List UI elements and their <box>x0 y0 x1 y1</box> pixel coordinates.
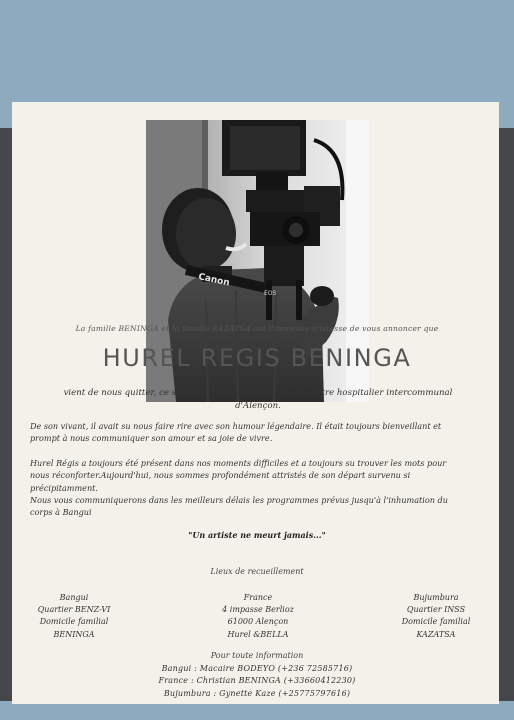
paragraph-line: prompt à nous communiquer son amour et sa joie de vivre. <box>30 433 273 444</box>
paragraph-line: Hurel Régis a toujours été présent dans nos moments difficiles et a toujours su trouver les mots pour <box>30 458 447 468</box>
passing-line-1: vient de nous quitter, ce samedi 27 novembre 2021, au centre hospitalier intercommunal <box>63 388 453 398</box>
venue-family: Hurel &BELLA <box>227 629 289 639</box>
venue-family: KAZATSA <box>416 629 456 639</box>
paragraph-line: précipitamment. <box>30 482 98 493</box>
paragraph-line: corps à Bangui <box>30 507 92 518</box>
venue-address: 4 impasse Berlioz <box>222 605 294 615</box>
venue-bujumbura <box>376 592 496 641</box>
paragraph-line: Nous vous communiquerons dans les meilleurs délais les programmes prévus jusqu'à l'inhumation du <box>30 494 448 505</box>
deceased-name: HUREL REGIS BENINGA <box>102 344 412 372</box>
venue-city: Bangui <box>59 593 89 602</box>
contact-bangui: Bangui : Macaire BODEYO (+236 72585716) <box>161 664 353 673</box>
contact-bujumbura: Bujumbura : Gynette Kaze (+25775797616) <box>163 688 351 698</box>
venue-address: Quartier BENZ-VI <box>37 605 111 615</box>
paragraph-line: nous réconforter.Aujourd'hui, nous sommes profondément attristés de son départ survenu si <box>30 470 411 481</box>
venue-place: Domicile familial <box>401 617 471 627</box>
artist-quote: "Un artiste ne meurt jamais..." <box>188 530 326 540</box>
intro-line: La famille BENINGA et la famille KAZATSA ont l'immense tristesse de vous annoncer que <box>75 324 439 333</box>
venue-family: BENINGA <box>53 629 95 639</box>
venue-bangui <box>14 592 134 641</box>
venue-france <box>198 592 318 641</box>
venue-city: France <box>243 593 273 602</box>
camera-badge-text: EOS <box>264 290 277 297</box>
venue-city: Bujumbura <box>413 593 459 602</box>
info-title: Pour toute information <box>210 651 304 660</box>
paragraph-line: De son vivant, il avait su nous faire rire avec son humour légendaire. Il était toujours bienveillant et <box>30 421 442 431</box>
passing-line-2: d'Alençon. <box>235 400 281 411</box>
venue-address: Quartier INSS <box>406 605 466 615</box>
paragraph-presence <box>30 457 480 518</box>
contact-france: France : Christian BENINGA (+33660412230) <box>158 676 356 686</box>
contact-list <box>40 663 474 700</box>
passing-notice <box>42 387 474 412</box>
strap-text: Canon <box>197 272 231 289</box>
paragraph-humour <box>30 420 480 445</box>
venues-title: Lieux de recueillement <box>210 567 304 576</box>
venue-place: Domicile familial <box>39 617 109 627</box>
venue-postcode: 61000 Alençon <box>227 617 289 627</box>
